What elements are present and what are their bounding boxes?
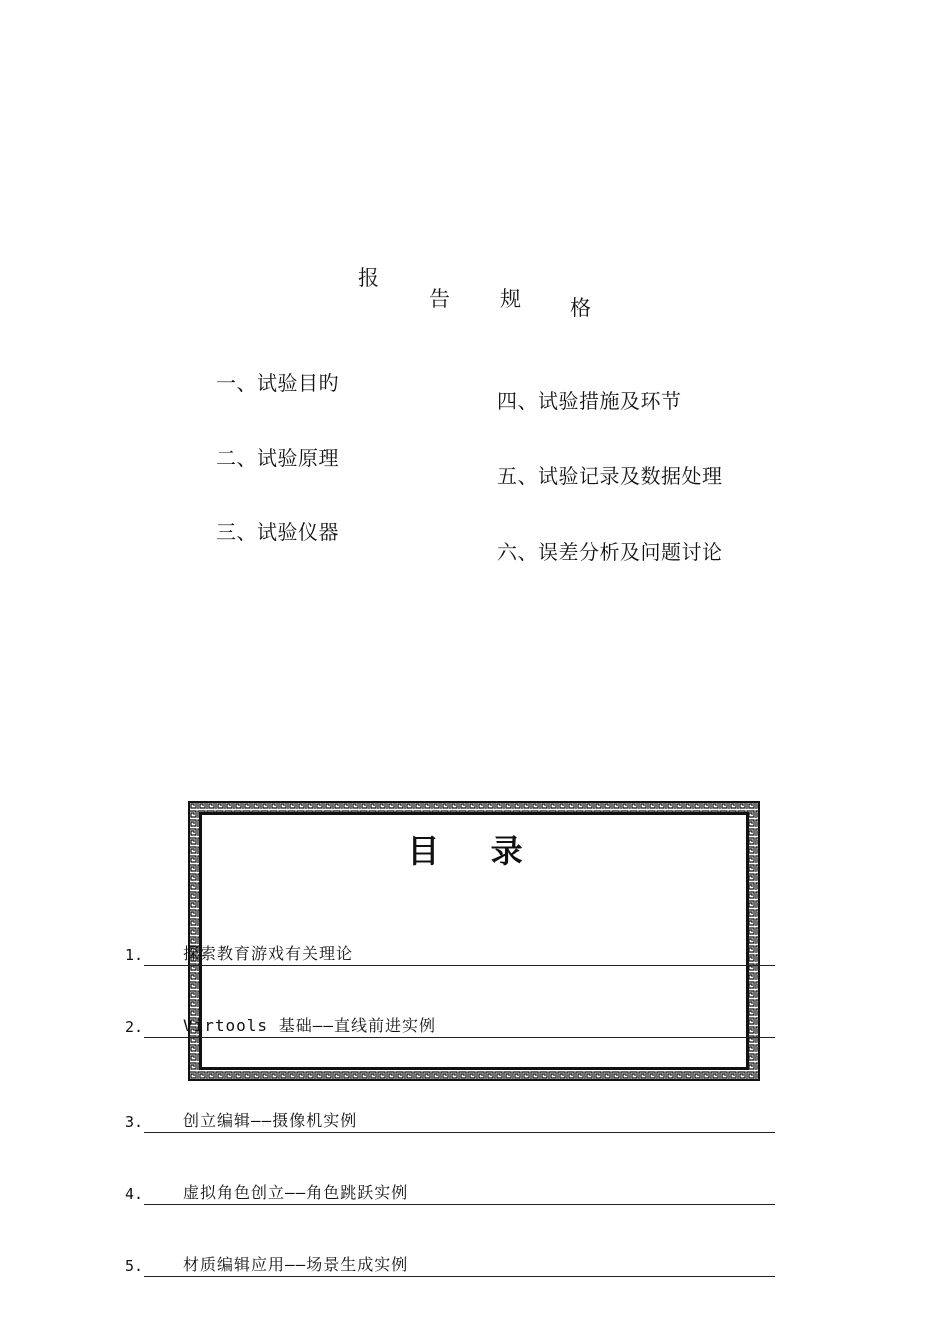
toc-item-text: 材质编辑应用——场景生成实例 (183, 1255, 409, 1274)
toc-underline (144, 1037, 775, 1038)
toc-row-3[interactable] (125, 1111, 775, 1133)
section-item-1: 一、试验目旳 (216, 371, 339, 395)
toc-number: 1. (125, 946, 144, 964)
toc-item-text: 探索教育游戏有关理论 (183, 944, 354, 963)
section-item-2: 二、试验原理 (216, 446, 339, 470)
section-item-4: 四、试验措施及环节 (497, 389, 682, 413)
section-item-6: 六、误差分析及问题讨论 (497, 540, 723, 564)
toc-underline (144, 1204, 775, 1205)
toc-underline (144, 1276, 775, 1277)
toc-title: 目 录 (407, 832, 543, 870)
toc-number: 5. (125, 1257, 144, 1275)
toc-number: 3. (125, 1113, 144, 1131)
heading-char-3: 规 (500, 287, 521, 311)
toc-row-4[interactable] (125, 1183, 775, 1205)
toc-item-text: 虚拟角色创立——角色跳跃实例 (183, 1183, 409, 1202)
toc-row-2[interactable] (125, 1016, 775, 1038)
heading-char-1: 报 (358, 266, 379, 290)
section-item-5: 五、试验记录及数据处理 (497, 464, 723, 488)
toc-underline (144, 965, 775, 966)
toc-number: 4. (125, 1185, 144, 1203)
toc-underline (144, 1132, 775, 1133)
heading-char-4: 格 (570, 296, 591, 320)
toc-row-1[interactable] (125, 944, 775, 966)
heading-char-2: 告 (429, 287, 450, 311)
toc-row-5[interactable] (125, 1255, 775, 1277)
toc-item-text: 创立编辑——摄像机实例 (183, 1111, 358, 1130)
toc-item-text: Virtools 基础——直线前进实例 (183, 1016, 436, 1035)
section-item-3: 三、试验仪器 (216, 520, 339, 544)
toc-number: 2. (125, 1018, 144, 1036)
